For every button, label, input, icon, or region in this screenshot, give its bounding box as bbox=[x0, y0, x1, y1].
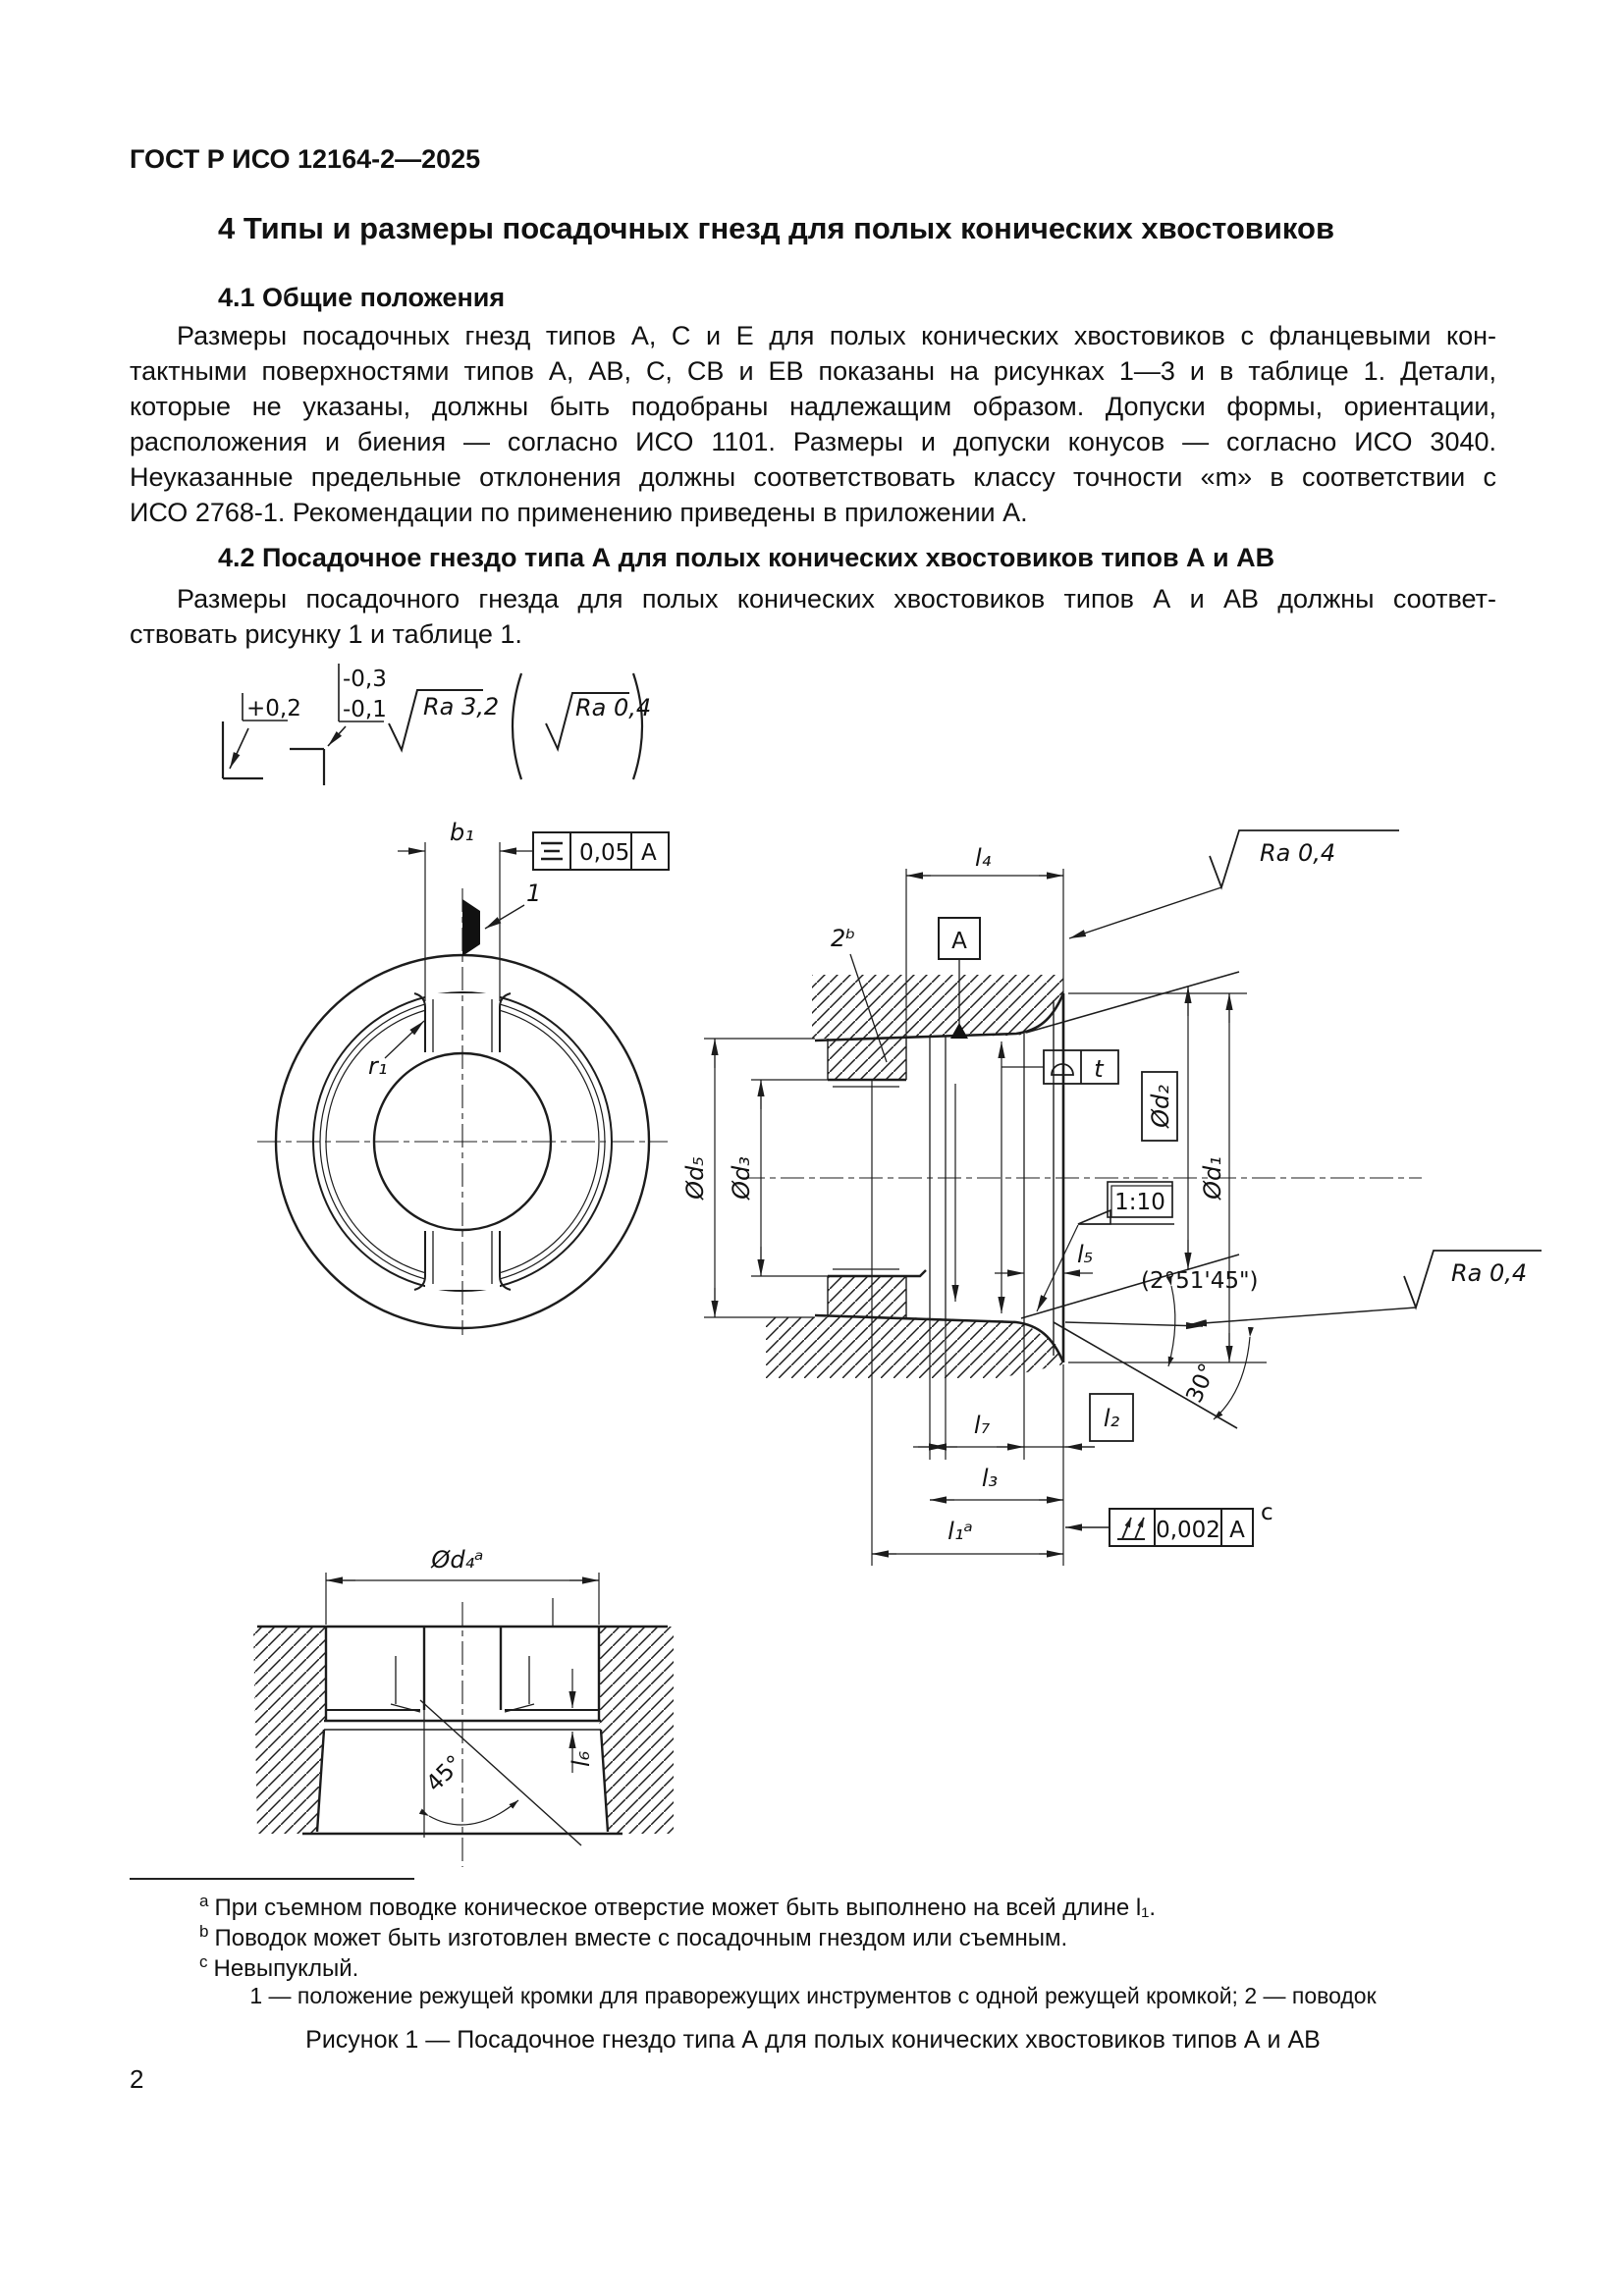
dim-d4-label: Ød₄ᵃ bbox=[431, 1546, 484, 1574]
footnote-a-marker: a bbox=[199, 1892, 209, 1910]
roughness-symbol-general bbox=[389, 690, 499, 750]
dim-d3-label: Ød₃ bbox=[728, 1156, 755, 1200]
item-2-label: 2ᵇ bbox=[831, 925, 856, 952]
footnote-c-marker: c bbox=[199, 1952, 208, 1971]
runout-datum: A bbox=[1229, 1518, 1245, 1543]
footnote-a-text: При съемном поводке коническое отверстие может быть выполнено на всей длине l₁. bbox=[214, 1895, 1157, 1921]
dim-l4-label: l₄ bbox=[975, 844, 992, 872]
angle-45-label: 45° bbox=[421, 1750, 468, 1797]
front-view bbox=[257, 819, 669, 1335]
footnote-rule bbox=[130, 1878, 414, 1880]
paragraph-line: ствовать рисунку 1 и таблице 1. bbox=[130, 619, 522, 649]
edge-tol-minus-upper-label: -0,3 bbox=[343, 667, 387, 692]
footnote-b-text: Поводок может быть изготовлен вместе с посадочным гнездом или съемным. bbox=[214, 1925, 1068, 1951]
dim-l1-label: l₁ᵃ bbox=[947, 1518, 973, 1545]
paragraph-line: ИСО 2768-1. Рекомендации по применению приведены в приложении А. bbox=[130, 498, 1028, 527]
section-view bbox=[681, 830, 1542, 1566]
paragraph-line: Неуказанные предельные отклонения должны соответствовать классу точности «m» в соответствии с bbox=[130, 462, 1496, 492]
dim-r1-label: r₁ bbox=[368, 1052, 388, 1080]
dim-d1-label: Ød₁ bbox=[1199, 1156, 1226, 1200]
paragraph-line: тактными поверхностями типов А, АВ, С, СВ и ЕВ показаны на рисунках 1—3 и в таблице 1. Детали, bbox=[130, 356, 1496, 386]
angle-30-label: 30° bbox=[1181, 1360, 1221, 1408]
datum-a-label: A bbox=[951, 929, 967, 954]
roughness-symbol-alternative bbox=[513, 673, 651, 779]
roughness-alt-label: Ra 0,4 bbox=[575, 694, 652, 721]
runout-tol-value: 0,002 bbox=[1156, 1518, 1220, 1543]
sym-tol-datum: A bbox=[641, 840, 657, 866]
dim-l7-label: l₇ bbox=[973, 1412, 991, 1439]
runout-tolerance-frame bbox=[1065, 1500, 1273, 1546]
profile-tol-value: t bbox=[1094, 1055, 1104, 1083]
footnote-c-text: Невыпуклый. bbox=[213, 1955, 359, 1982]
dim-b1-label: b₁ bbox=[450, 819, 474, 846]
symmetry-tolerance-frame bbox=[533, 832, 669, 870]
figure-caption: Рисунок 1 — Посадочное гнездо типа А для полых конических хвостовиков типов А и АВ bbox=[305, 2026, 1321, 2054]
angle-half-cone-label: (2°51'45") bbox=[1141, 1268, 1259, 1294]
figure-legend: 1 — положение режущей кромки для праворежущих инструментов с одной режущей кромкой; 2 — поводок bbox=[249, 1983, 1377, 2008]
taper-icon bbox=[1078, 1210, 1110, 1224]
sym-tol-value: 0,05 bbox=[579, 840, 630, 866]
roughness-general-label: Ra 3,2 bbox=[423, 693, 500, 721]
footnote-c bbox=[199, 1952, 358, 1983]
footnote-a bbox=[199, 1892, 1156, 1922]
section-41-paragraph bbox=[130, 318, 1496, 530]
doc-number: ГОСТ Р ИСО 12164-2—2025 bbox=[130, 144, 481, 174]
page-number: 2 bbox=[130, 2064, 144, 2094]
section-41-title: 4.1 Общие положения bbox=[218, 283, 506, 312]
paragraph-line: которые не указаны, должны быть подобраны надлежащим образом. Допуски формы, ориентации, bbox=[130, 392, 1496, 421]
dim-l2-label: l₂ bbox=[1103, 1405, 1120, 1432]
footnote-b-marker: b bbox=[199, 1922, 209, 1941]
dim-d2-label: Ød₂ bbox=[1147, 1085, 1174, 1128]
item-1-label: 1 bbox=[526, 880, 542, 907]
roughness-face-callout bbox=[1069, 830, 1399, 938]
taper-ratio-label: 1:10 bbox=[1114, 1190, 1165, 1215]
section-42-title: 4.2 Посадочное гнездо типа А для полых конических хвостовиков типов А и АВ bbox=[218, 543, 1275, 572]
figure-1-drawing bbox=[0, 648, 1624, 1880]
roughness-face-label: Ra 0,4 bbox=[1260, 839, 1336, 867]
dim-d2-boxed bbox=[1142, 1072, 1177, 1141]
paragraph-line: Размеры посадочных гнезд типов А, С и Е для полых конических хвостовиков с фланцевыми кон- bbox=[177, 321, 1496, 350]
dim-l2-boxed bbox=[1090, 1394, 1133, 1441]
cutting-edge-mark bbox=[462, 899, 480, 956]
symmetry-icon bbox=[541, 843, 563, 859]
bottom-view bbox=[253, 1546, 674, 1867]
edge-tol-plus-label: +0,2 bbox=[246, 696, 301, 721]
edge-tolerance-symbol-plus bbox=[223, 693, 301, 778]
footnote-b bbox=[199, 1922, 1067, 1952]
dim-l3-label: l₃ bbox=[981, 1465, 999, 1492]
dim-l5-label: l₅ bbox=[1077, 1241, 1094, 1268]
edge-tolerance-symbol-minus bbox=[290, 664, 387, 785]
dim-d5-label: Ød₅ bbox=[681, 1156, 709, 1200]
section-4-title: 4 Типы и размеры посадочных гнезд для полых конических хвостовиков bbox=[218, 211, 1334, 245]
dim-l6-label: l₆ bbox=[568, 1750, 595, 1767]
paragraph-line: расположения и биения — согласно ИСО 1101. Размеры и допуски конусов — согласно ИСО 3040. bbox=[130, 427, 1496, 456]
runout-note-sup: c bbox=[1261, 1500, 1273, 1525]
section-42-paragraph bbox=[130, 581, 1496, 652]
roughness-cone-label: Ra 0,4 bbox=[1451, 1259, 1528, 1287]
paragraph-line: Размеры посадочного гнезда для полых конических хвостовиков типов А и АВ должны соответ- bbox=[177, 584, 1496, 614]
edge-tol-minus-lower-label: -0,1 bbox=[343, 697, 387, 722]
